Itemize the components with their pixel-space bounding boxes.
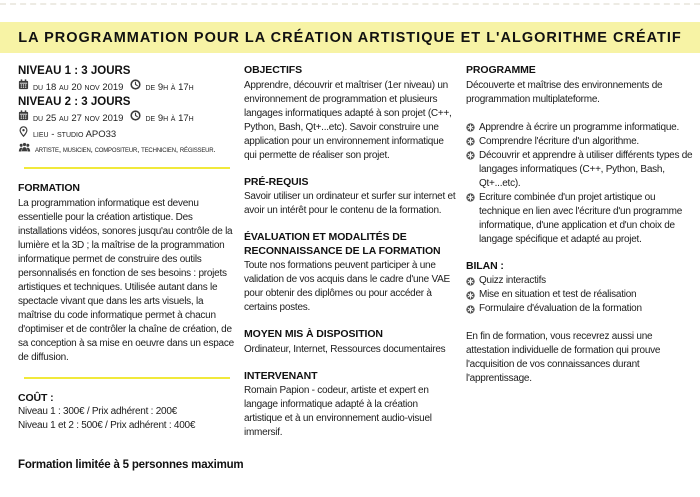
title-banner (0, 22, 700, 53)
location-line (18, 126, 236, 142)
moyens-body: Ordinateur, Internet, Ressources documentaires (244, 343, 446, 355)
cut-line (0, 3, 700, 5)
session-time: de 9h à 17h (145, 81, 194, 93)
evaluation-heading: ÉVALUATION ET MODALITÉS DE RECONNAISSANCE DE LA FORMATION (244, 231, 441, 257)
intervenant-heading: INTERVENANT (244, 369, 318, 382)
attestation-note: En fin de formation, vous recevrez aussi une attestation individuelle de formation qui prouve l'acquisition de vos connaissances durant l'apprentissage. (466, 331, 661, 384)
session-level: NIVEAU 1 : 3 JOURS (18, 65, 131, 77)
cost-line: Niveau 1 : 300€ / Prix adhérent : 200€ (18, 406, 177, 417)
asterisk-bullet-icon (466, 151, 475, 165)
calendar-icon (18, 79, 29, 95)
programme-bullet (466, 191, 694, 247)
middle-column (244, 64, 456, 471)
session-date: du 18 au 20 nov 2019 (33, 81, 124, 93)
bullet-text: Ecriture combinée d'un projet artistique ou technique en lien avec l'écriture d'un programme informatique, d'une application et d'un choix de langage spécifique et adapté au projet. (479, 191, 683, 245)
evaluation-body: Toute nos formations peuvent participer à une validation de vos acquis dans le cadre d'une VAE pour obtenir des diplômes ou pour accéder à certains postes. (244, 260, 450, 313)
bullet-text: Comprendre l'écriture d'un algorithme. (479, 135, 639, 147)
people-icon (18, 142, 31, 157)
cost-line: Niveau 1 et 2 : 500€ / Prix adhérent : 400€ (18, 420, 196, 431)
programme-bullet (466, 149, 694, 191)
asterisk-bullet-icon (466, 193, 475, 207)
objectifs-body: Apprendre, découvrir et maîtriser (1er niveau) un environnement de programmation et plusieurs langages informatiques adapté à son projet (C++, Python, Bash, Qt+...etc). Savoir construire une application pour un environnement informatique qui permette de réaliser son projet. (244, 79, 452, 161)
bullet-text: Mise en situation et test de réalisation (479, 289, 637, 300)
programme-bullet (466, 135, 694, 149)
session-schedule (18, 110, 236, 126)
location-text: lieu - studio APO33 (33, 128, 117, 140)
prerequis-heading: PRÉ-REQUIS (244, 175, 309, 188)
audience-line (18, 142, 236, 157)
bilan-heading: BILAN : (466, 259, 504, 272)
formation-heading: FORMATION (18, 182, 80, 194)
formation-body: La programmation informatique est devenu essentielle pour la création artistique. Des installations vidéos, sonores jusqu'au contrôle de la lumière et la 3D ; la maîtrise de la programmation informatique permet de construire des outils personnalisés en fonction de ses besoins : projets artistiques et techniques. Utilisée autant dans le spectacle vivant que dans les arts visuels, la maîtrise du code informatique permet à chacun d'optimiser et de contrôler la chaîne de création, de sa conception à sa mise en oeuvre dans un espace de diffusion. (18, 197, 234, 363)
bilan-bullet (466, 274, 694, 288)
session-date: du 25 au 27 nov 2019 (33, 112, 124, 124)
bullet-text: Quizz interactifs (479, 275, 546, 286)
session-time: de 9h à 17h (145, 112, 194, 124)
programme-bullet (466, 121, 694, 135)
objectifs-heading: OBJECTIFS (244, 64, 303, 76)
columns (18, 64, 694, 471)
intervenant-body: Romain Papion - codeur, artiste et expert en langage informatique adapté à la création artistique et à un environnement audio-visuel immersif. (244, 385, 432, 438)
bilan-bullet (466, 302, 694, 316)
programme-heading: PROGRAMME (466, 64, 536, 76)
moyens-heading: MOYEN MIS À DISPOSITION (244, 328, 383, 340)
bullet-text: Découvrir et apprendre à utiliser différents types de langages informatiques (C++, Python, Bash, Qt+...etc). (479, 149, 693, 189)
location-pin-icon (18, 126, 29, 142)
bullet-text: Formulaire d'évaluation de la formation (479, 303, 642, 314)
programme-intro: Découverte et maîtrise des environnements de programmation multiplateforme. (466, 79, 663, 105)
programme-bullet-list (466, 121, 694, 247)
session-schedule (18, 79, 236, 95)
calendar-icon (18, 110, 29, 126)
session-level: NIVEAU 2 : 3 JOURS (18, 96, 131, 108)
bilan-bullet-list (466, 274, 694, 316)
audience-text: artiste, musicien, compositeur, technicien, régisseur. (35, 145, 216, 154)
session-block (18, 95, 236, 126)
clock-icon (130, 110, 141, 126)
session-block (18, 64, 236, 95)
cost-heading: COÛT : (18, 391, 54, 404)
page-title: LA PROGRAMMATION POUR LA CRÉATION ARTISTIQUE ET L'ALGORITHME CRÉATIF (18, 29, 682, 46)
yellow-divider (24, 377, 230, 379)
yellow-divider (24, 167, 230, 169)
clock-icon (130, 79, 141, 95)
bullet-text: Apprendre à écrire un programme informatique. (479, 121, 679, 133)
bilan-bullet (466, 288, 694, 302)
asterisk-bullet-icon (466, 305, 475, 319)
prerequis-body: Savoir utiliser un ordinateur et surfer sur internet et avoir un intérêt pour le contenu de la formation. (244, 191, 456, 216)
limit-note: Formation limitée à 5 personnes maximum (18, 459, 244, 471)
left-column (18, 64, 244, 471)
right-column (466, 64, 694, 471)
